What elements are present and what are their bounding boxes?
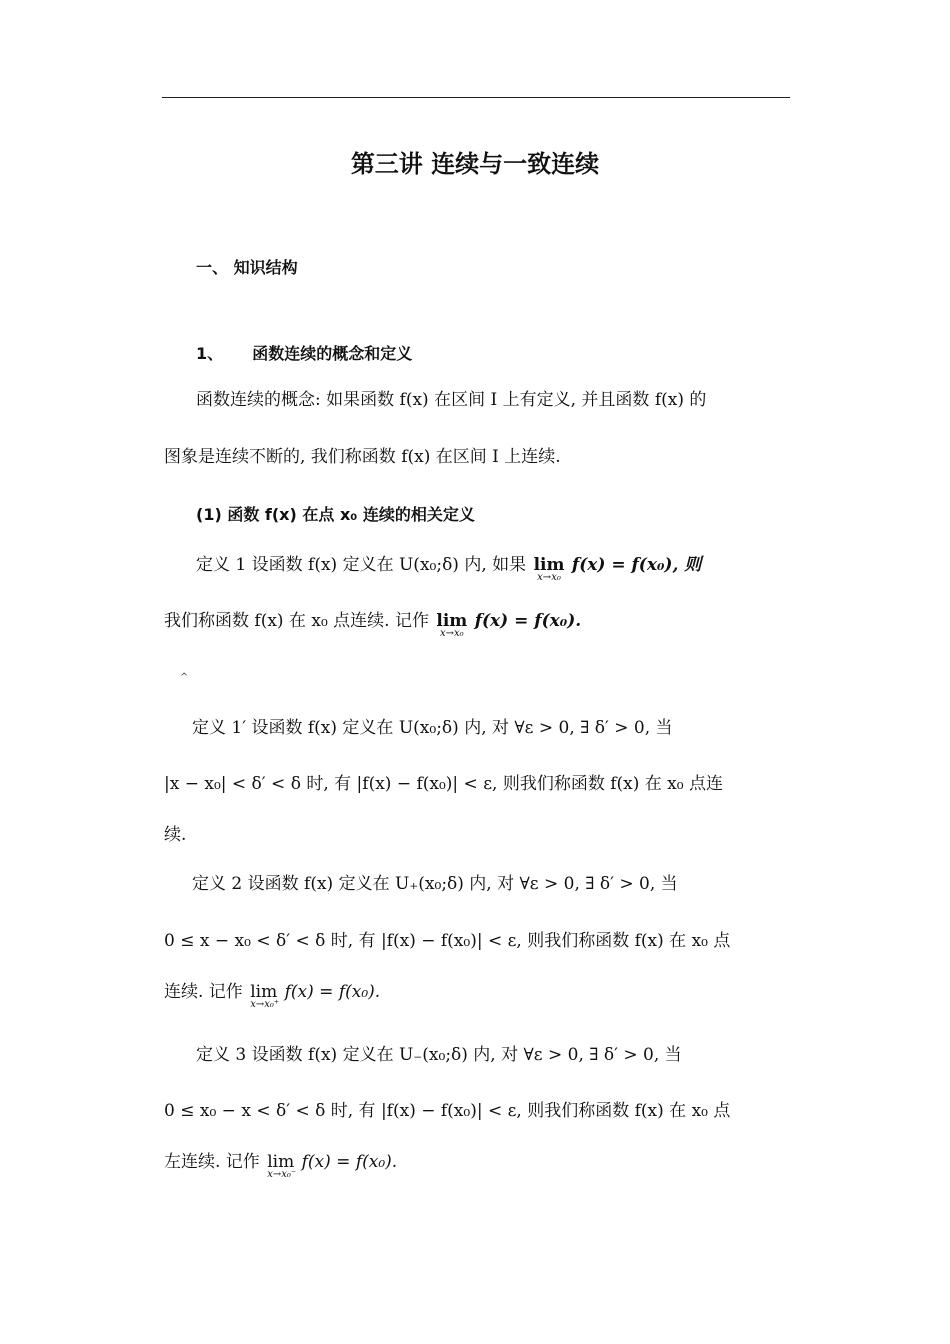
page-title: 第三讲 连续与一致连续 — [350, 150, 600, 178]
def1-limit — [533, 553, 565, 583]
def3-text-c: 左连续. 记作 — [164, 1152, 260, 1172]
def3-line-3 — [164, 1150, 398, 1180]
def1-text-a: 定义 1 设函数 f(x) 定义在 U(x₀;δ) 内, 如果 — [196, 555, 527, 575]
def3-line-2: 0 ≤ x₀ − x < δ′ < δ 时, 有 |f(x) − f(x₀)| < ε, 则我们称函数 f(x) 在 x₀ 点 — [164, 1101, 731, 1121]
lim-symbol: lim — [436, 611, 468, 631]
lim-symbol: lim — [533, 555, 565, 575]
def2-line-1: 定义 2 设函数 f(x) 定义在 U₊(x₀;δ) 内, 对 ∀ε > 0, ∃ δ′ > 0, 当 — [192, 874, 678, 894]
concept-line-1: 函数连续的概念: 如果函数 f(x) 在区间 I 上有定义, 并且函数 f(x) 的 — [196, 390, 707, 410]
def1p-line-1: 定义 1′ 设函数 f(x) 定义在 U(x₀;δ) 内, 对 ∀ε > 0, ∃ δ′ > 0, 当 — [192, 718, 673, 738]
concept-line-2: 图象是连续不断的, 我们称函数 f(x) 在区间 I 上连续. — [164, 447, 561, 467]
def2-line-3 — [164, 980, 381, 1010]
def1-line-2 — [164, 609, 582, 639]
def1-text-a2: f(x) = f(x₀), 则 — [571, 555, 702, 575]
lim-symbol: lim — [267, 1152, 295, 1172]
lim-subscript: x→x₀⁻ — [267, 1169, 297, 1180]
def2-line-2: 0 ≤ x − x₀ < δ′ < δ 时, 有 |f(x) − f(x₀)| < ε, 则我们称函数 f(x) 在 x₀ 点 — [164, 931, 731, 951]
def1-text-b: 我们称函数 f(x) 在 x₀ 点连续. 记作 — [164, 611, 429, 631]
header-rule — [162, 97, 790, 98]
lim-subscript: x→x₀ — [439, 628, 464, 639]
subsection-title: 函数连续的概念和定义 — [252, 344, 413, 363]
def2-text-c2: f(x) = f(x₀). — [284, 982, 381, 1002]
subsection-number: 1、 — [196, 344, 224, 363]
def2-limit — [250, 980, 280, 1010]
part-heading: (1) 函数 f(x) 在点 x₀ 连续的相关定义 — [196, 505, 475, 524]
section-heading: 一、 知识结构 — [196, 258, 298, 277]
lim-symbol: lim — [250, 982, 278, 1002]
def3-limit — [267, 1150, 297, 1180]
def1-limit-2 — [436, 609, 468, 639]
def1p-line-2: |x − x₀| < δ′ < δ 时, 有 |f(x) − f(x₀)| < ε, 则我们称函数 f(x) 在 x₀ 点连 — [164, 774, 723, 794]
def2-text-c: 连续. 记作 — [164, 982, 243, 1002]
caret-mark: ^ — [180, 672, 189, 683]
def3-text-c2: f(x) = f(x₀). — [301, 1152, 398, 1172]
def3-line-1: 定义 3 设函数 f(x) 定义在 U₋(x₀;δ) 内, 对 ∀ε > 0, ∃ δ′ > 0, 当 — [196, 1045, 682, 1065]
lim-subscript: x→x₀⁺ — [250, 999, 280, 1010]
def1p-line-3: 续. — [164, 825, 187, 845]
lim-subscript: x→x₀ — [537, 572, 561, 583]
subsection-heading — [196, 342, 412, 366]
def1-text-b2: f(x) = f(x₀). — [474, 611, 582, 631]
def1-line-1 — [196, 553, 702, 583]
